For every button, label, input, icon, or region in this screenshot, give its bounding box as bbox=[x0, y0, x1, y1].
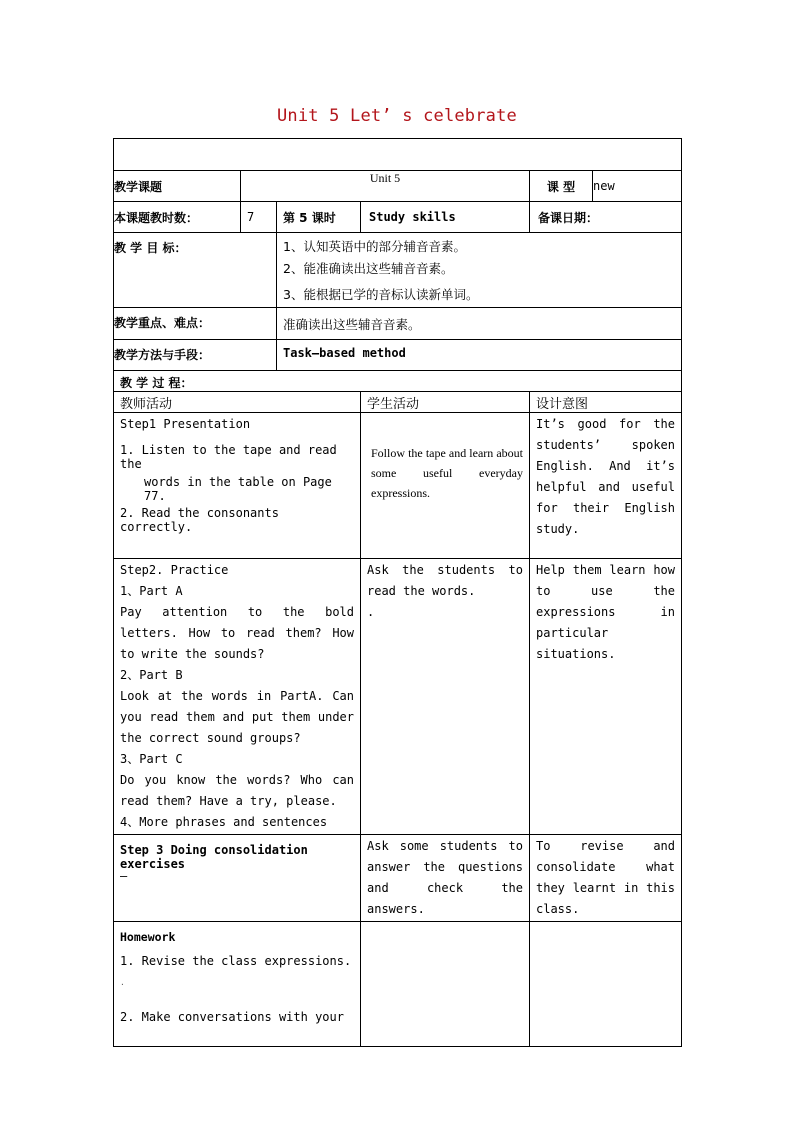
prep-date-label: 备课日期： bbox=[530, 202, 682, 233]
homework-teacher bbox=[114, 922, 361, 1047]
lesson-type-value: new bbox=[593, 171, 682, 202]
objective-item: 2、能准确读出这些辅音音素。 bbox=[283, 261, 454, 276]
step2-line: Do you know the words? Who can read them? Have a try, please. bbox=[120, 773, 354, 808]
objectives-label: 教 学 目 标： bbox=[114, 233, 277, 308]
step3-teacher bbox=[114, 835, 361, 922]
step1-item: 2. Read the consonants correctly. bbox=[120, 506, 279, 534]
step1-design: It’s good for the students’ spoken English. And it’s helpful and useful for their English study. bbox=[530, 413, 682, 559]
step2-line: 1、Part A bbox=[120, 584, 183, 598]
key-points-value: 准确读出这些辅音音素。 bbox=[277, 308, 682, 340]
col-teacher-activity: 教师活动 bbox=[114, 392, 361, 413]
homework-student bbox=[361, 922, 530, 1047]
homework-row bbox=[114, 922, 682, 1047]
step2-line: 4、More phrases and sentences bbox=[120, 815, 328, 829]
lesson-type-label: 课 型 bbox=[530, 171, 593, 202]
process-label-row bbox=[114, 371, 682, 392]
homework-item: 1. Revise the class expressions. bbox=[120, 954, 352, 968]
step1-title: Step1 Presentation bbox=[120, 417, 251, 431]
periods-count: 7 bbox=[241, 202, 277, 233]
topic-label: 教学课题 bbox=[114, 171, 241, 202]
step3-student: Ask some students to answer the questions and check the answers. bbox=[361, 835, 530, 922]
step2-line: 2、Part B bbox=[120, 668, 183, 682]
step2-teacher bbox=[114, 559, 361, 835]
homework-item: 2. Make conversations with your bbox=[120, 1010, 344, 1024]
homework-design bbox=[530, 922, 682, 1047]
process-label: 教 学 过 程： bbox=[114, 371, 682, 392]
step2-design: Help them learn how to use the expressions in particular situations. bbox=[530, 559, 682, 835]
step2-student-text: Ask the students to read the words. bbox=[367, 563, 523, 598]
step3-row bbox=[114, 835, 682, 922]
methods-label: 教学方法与手段： bbox=[114, 340, 277, 371]
methods-row bbox=[114, 340, 682, 371]
page-title: Unit 5 Let’ s celebrate bbox=[276, 106, 517, 126]
step2-line: Pay attention to the bold letters. How to read them? How to write the sounds? bbox=[120, 605, 354, 661]
lesson-plan-table bbox=[113, 138, 682, 1047]
step2-title: Step2. Practice bbox=[120, 563, 229, 577]
methods-value: Task—based method bbox=[277, 340, 682, 371]
step3-dash: — bbox=[120, 869, 128, 883]
step1-row bbox=[114, 413, 682, 559]
header-blank-row bbox=[114, 139, 682, 171]
homework-title: Homework bbox=[120, 930, 176, 944]
step1-student: Follow the tape and learn about some useful everyday expressions. bbox=[361, 413, 530, 559]
objectives-row bbox=[114, 233, 682, 308]
step2-row bbox=[114, 559, 682, 835]
process-columns-row bbox=[114, 392, 682, 413]
period-row bbox=[114, 202, 682, 233]
homework-dot: . bbox=[120, 978, 125, 987]
objectives-list bbox=[277, 233, 682, 308]
step2-line: 3、Part C bbox=[120, 752, 183, 766]
key-points-label: 教学重点、难点： bbox=[114, 308, 277, 340]
topic-value: Unit 5 bbox=[241, 171, 530, 202]
col-student-activity: 学生活动 bbox=[361, 392, 530, 413]
step2-student-dot: . bbox=[367, 605, 375, 619]
col-design-intent: 设计意图 bbox=[530, 392, 682, 413]
step1-item: 1. Listen to the tape and read the bbox=[120, 443, 337, 471]
objective-item: 3、能根据已学的音标认读新单词。 bbox=[283, 287, 479, 302]
step3-design: To revise and consolidate what they learnt in this class. bbox=[530, 835, 682, 922]
key-points-row bbox=[114, 308, 682, 340]
step1-item: words in the table on Page 77. bbox=[144, 475, 332, 503]
period-number: 第 5 课时 bbox=[277, 202, 361, 233]
objective-item: 1、认知英语中的部分辅音音素。 bbox=[283, 239, 466, 254]
step2-line: Look at the words in PartA. Can you read them and put them under the correct sound groups? bbox=[120, 689, 354, 745]
step3-title: Step 3 Doing consolidation exercises bbox=[120, 843, 308, 871]
lesson-skill: Study skills bbox=[361, 202, 530, 233]
step1-teacher bbox=[114, 413, 361, 559]
step2-student bbox=[361, 559, 530, 835]
blank-cell bbox=[114, 139, 682, 171]
topic-row bbox=[114, 171, 682, 202]
periods-label: 本课题教时数： bbox=[114, 202, 241, 233]
